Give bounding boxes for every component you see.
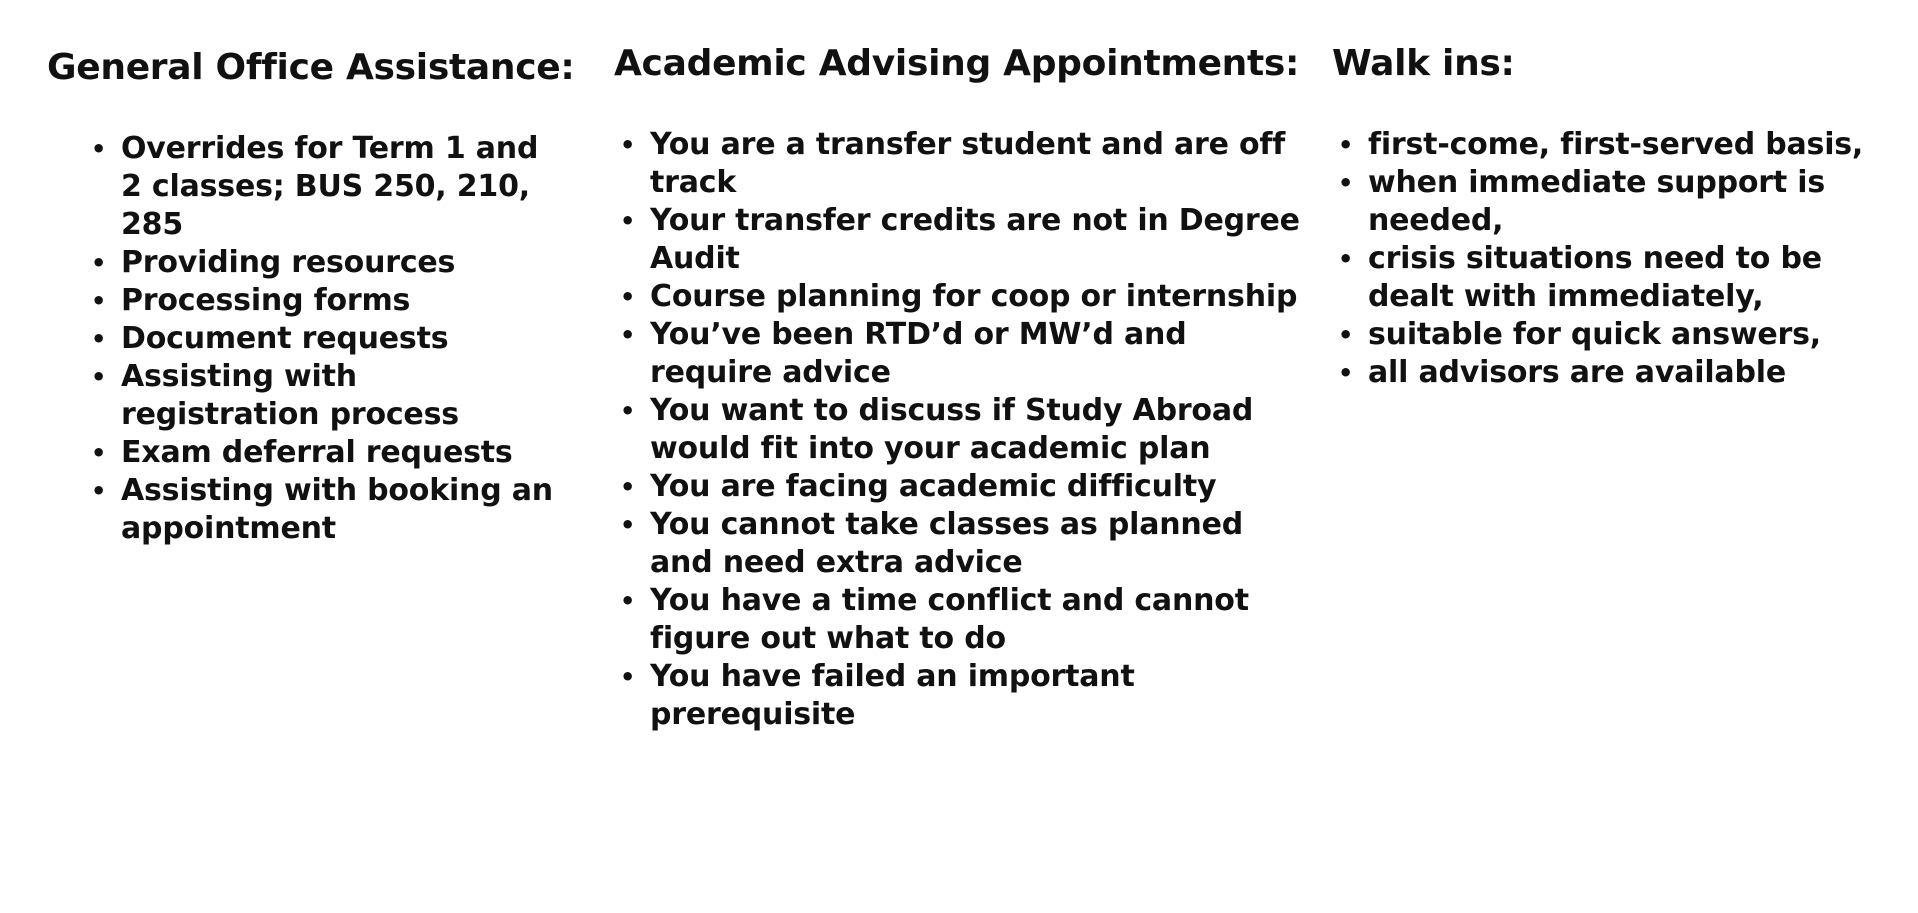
list-item-text: You are facing academic difficulty bbox=[650, 469, 1217, 504]
bullet-icon: • bbox=[620, 473, 636, 501]
list-item-text: all advisors are available bbox=[1368, 355, 1786, 390]
bullet-icon: • bbox=[91, 287, 107, 315]
list-item bbox=[614, 658, 1304, 734]
list-item-text: Assisting with registration process bbox=[121, 359, 459, 432]
list-item bbox=[1332, 240, 1912, 316]
bullet-icon: • bbox=[91, 477, 107, 505]
list-item-text: You have a time conflict and cannot figure out what to do bbox=[650, 583, 1249, 656]
list-item-text: Course planning for coop or internship bbox=[650, 279, 1298, 314]
academic-advising-list bbox=[614, 126, 1304, 734]
walk-ins-list bbox=[1332, 126, 1912, 392]
bullet-icon: • bbox=[620, 321, 636, 349]
bullet-icon: • bbox=[620, 283, 636, 311]
walk-ins-heading: Walk ins: bbox=[1332, 43, 1515, 84]
list-item-text: Your transfer credits are not in Degree Audit bbox=[650, 203, 1300, 276]
list-item-text: Providing resources bbox=[121, 245, 456, 280]
list-item-text: when immediate support is needed, bbox=[1368, 165, 1825, 238]
list-item bbox=[85, 244, 555, 282]
list-item-text: Overrides for Term 1 and 2 classes; BUS 250, 210, 285 bbox=[121, 131, 539, 242]
bullet-icon: • bbox=[1338, 359, 1354, 387]
list-item bbox=[614, 506, 1304, 582]
list-item bbox=[614, 202, 1304, 278]
list-item-text: Document requests bbox=[121, 321, 449, 356]
bullet-icon: • bbox=[91, 363, 107, 391]
list-item bbox=[1332, 164, 1912, 240]
bullet-icon: • bbox=[91, 325, 107, 353]
list-item-text: You’ve been RTD’d or MW’d and require advice bbox=[650, 317, 1187, 390]
list-item bbox=[1332, 126, 1912, 164]
bullet-icon: • bbox=[620, 511, 636, 539]
bullet-icon: • bbox=[620, 663, 636, 691]
list-item-text: suitable for quick answers, bbox=[1368, 317, 1821, 352]
bullet-icon: • bbox=[91, 135, 107, 163]
list-item bbox=[614, 392, 1304, 468]
list-item bbox=[614, 316, 1304, 392]
bullet-icon: • bbox=[91, 439, 107, 467]
list-item-text: first-come, first-served basis, bbox=[1368, 127, 1864, 162]
bullet-icon: • bbox=[620, 131, 636, 159]
list-item-text: Processing forms bbox=[121, 283, 411, 318]
list-item bbox=[1332, 316, 1912, 354]
list-item bbox=[85, 130, 555, 244]
list-item bbox=[85, 434, 555, 472]
list-item-text: Exam deferral requests bbox=[121, 435, 513, 470]
bullet-icon: • bbox=[620, 207, 636, 235]
list-item bbox=[614, 126, 1304, 202]
bullet-icon: • bbox=[1338, 245, 1354, 273]
list-item-text: You want to discuss if Study Abroad would fit into your academic plan bbox=[650, 393, 1254, 466]
list-item bbox=[85, 320, 555, 358]
list-item-text: crisis situations need to be dealt with immediately, bbox=[1368, 241, 1822, 314]
list-item-text: You cannot take classes as planned and need extra advice bbox=[650, 507, 1243, 580]
bullet-icon: • bbox=[620, 397, 636, 425]
list-item bbox=[85, 358, 555, 434]
bullet-icon: • bbox=[1338, 321, 1354, 349]
bullet-icon: • bbox=[91, 249, 107, 277]
bullet-icon: • bbox=[620, 587, 636, 615]
bullet-icon: • bbox=[1338, 131, 1354, 159]
list-item bbox=[1332, 354, 1912, 392]
list-item bbox=[85, 282, 555, 320]
general-office-list bbox=[85, 130, 555, 548]
list-item-text: You are a transfer student and are off track bbox=[650, 127, 1286, 200]
list-item-text: Assisting with booking an appointment bbox=[121, 473, 553, 546]
list-item-text: You have failed an important prerequisite bbox=[650, 659, 1135, 732]
general-office-heading: General Office Assistance: bbox=[47, 47, 575, 88]
list-item bbox=[614, 278, 1304, 316]
list-item bbox=[614, 582, 1304, 658]
list-item bbox=[85, 472, 555, 548]
bullet-icon: • bbox=[1338, 169, 1354, 197]
list-item bbox=[614, 468, 1304, 506]
academic-advising-heading: Academic Advising Appointments: bbox=[614, 43, 1300, 84]
